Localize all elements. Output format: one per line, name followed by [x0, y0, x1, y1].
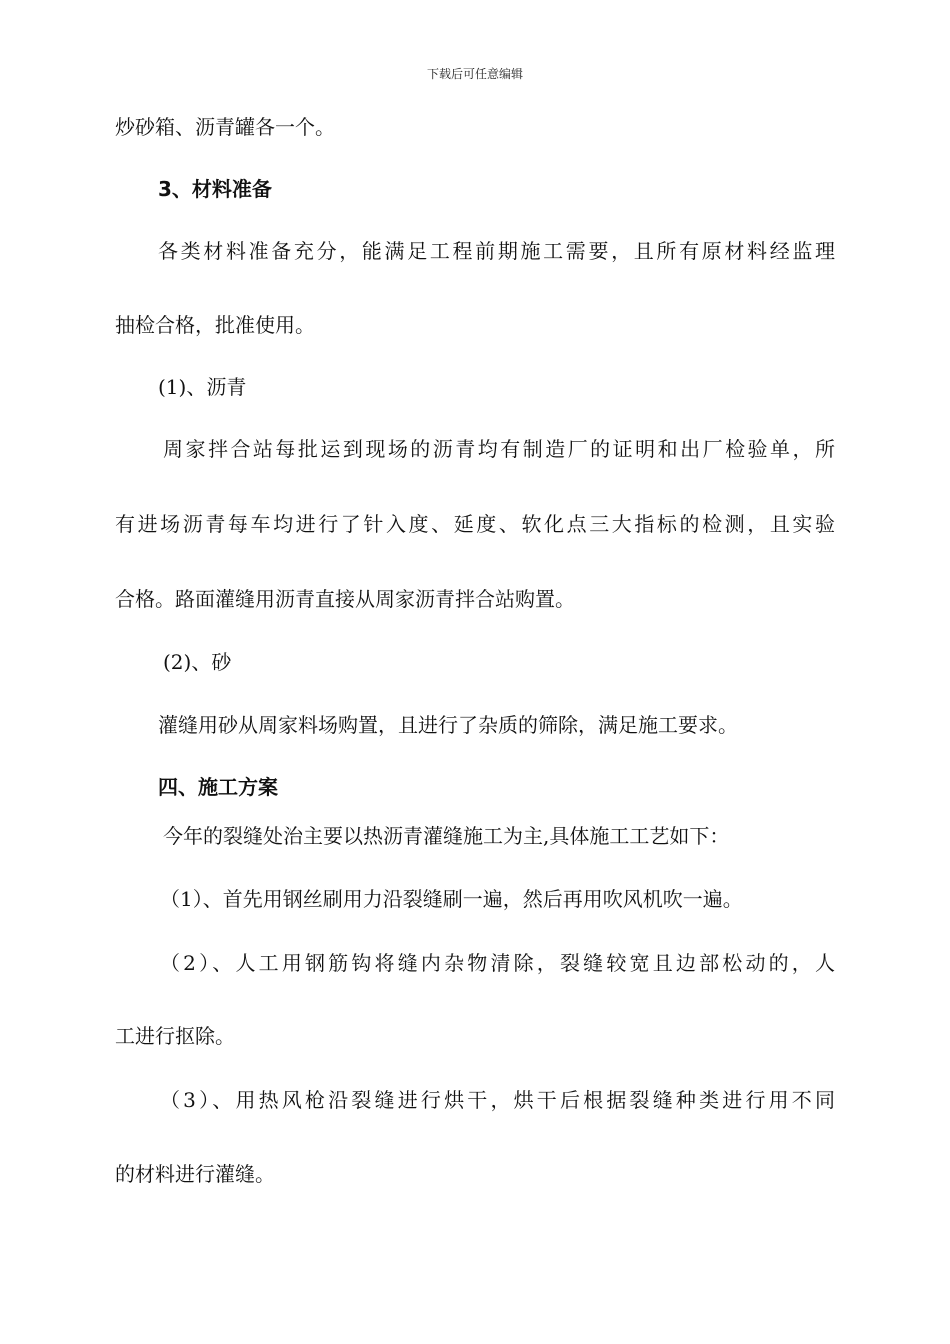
- paragraph-line: 周家拌合站每批运到现场的沥青均有制造厂的证明和出厂检验单，所: [163, 437, 835, 461]
- subheading-sand: (2)、砂: [163, 650, 232, 674]
- paragraph-line: 灌缝用砂从周家料场购置，且进行了杂质的筛除，满足施工要求。: [158, 713, 738, 737]
- paragraph-line: 抽检合格，批准使用。: [115, 313, 315, 337]
- paragraph-line: 合格。路面灌缝用沥青直接从周家沥青拌合站购置。: [115, 587, 575, 611]
- step-line: （3）、用热风枪沿裂缝进行烘干，烘干后根据裂缝种类进行用不同: [160, 1088, 835, 1112]
- paragraph-line: 各类材料准备充分，能满足工程前期施工需要，且所有原材料经监理: [158, 239, 835, 263]
- paragraph-line: 炒砂箱、沥青罐各一个。: [115, 115, 335, 139]
- page-header-note: 下载后可任意编辑: [426, 67, 523, 81]
- step-line: （2）、人工用钢筋钩将缝内杂物清除，裂缝较宽且边部松动的，人: [160, 951, 835, 975]
- paragraph-line: 有进场沥青每车均进行了针入度、延度、软化点三大指标的检测，且实验: [115, 512, 835, 536]
- paragraph-line: 今年的裂缝处治主要以热沥青灌缝施工为主,具体施工工艺如下：: [163, 824, 730, 848]
- subheading-asphalt: (1)、沥青: [158, 375, 247, 399]
- section-heading-plan: 四、施工方案: [158, 775, 278, 799]
- section-heading-materials: 3、材料准备: [158, 177, 272, 201]
- step-line: （1）、首先用钢丝刷用力沿裂缝刷一遍，然后再用吹风机吹一遍。: [160, 887, 743, 911]
- step-line: 的材料进行灌缝。: [115, 1162, 275, 1186]
- step-line: 工进行抠除。: [115, 1024, 235, 1048]
